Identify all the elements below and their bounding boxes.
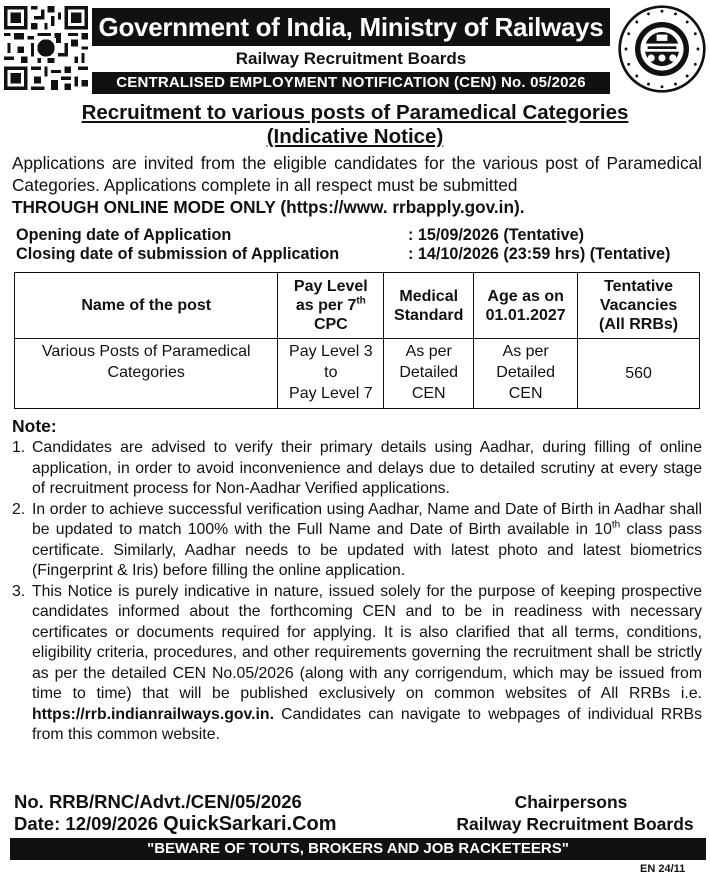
note-number: 2. (12, 500, 26, 518)
notice-date: Date: 12/09/2026 (14, 813, 158, 834)
note-text-cont: Candidates can navigate to webpages of individual RRBs from this common website. (32, 705, 702, 743)
cell-medical-standard: As per Detailed CEN (384, 339, 474, 409)
en-code: EN 24/11 (640, 863, 686, 875)
note-number: 3. (12, 582, 26, 600)
table-row (15, 339, 700, 409)
header-vacancies: Tentative Vacancies (All RRBs) (578, 273, 700, 339)
signatory-org: Railway Recruitment Boards (456, 814, 694, 834)
note-heading: Note: (12, 416, 57, 436)
closing-date-value: : 14/10/2026 (23:59 hrs) (Tentative) (408, 245, 671, 263)
notice-date-line (14, 813, 337, 835)
notice-header (0, 0, 710, 96)
intro-end: . (519, 197, 525, 217)
note-item-3 (12, 582, 702, 746)
application-dates (16, 226, 706, 264)
intro-text: Applications are invited from the eligible candidates for the various post of Paramedical Categories. Applications complete in all respect must be submitted (12, 153, 702, 195)
note-number: 1. (12, 439, 26, 456)
opening-date-value: : 15/09/2026 (Tentative) (408, 226, 585, 244)
header-post-name: Name of the post (15, 273, 278, 339)
ministry-banner: Government of India, Ministry of Railways (92, 8, 610, 46)
signatory-block (436, 791, 706, 835)
header-age: Age as on 01.01.2027 (474, 273, 578, 339)
header-medical-standard: Medical Standard (384, 273, 474, 339)
notice-title: Recruitment to various posts of Paramedical Categories (81, 101, 629, 124)
note-superscript: th (611, 519, 621, 531)
apply-url-link[interactable]: (https://www. rrbapply.gov.in) (280, 197, 520, 217)
header-pay-level: Pay Level as per 7th CPC (278, 273, 384, 339)
signatory-title: Chairpersons (514, 792, 628, 812)
cell-pay-level: Pay Level 3 to Pay Level 7 (278, 339, 384, 409)
table-header-row (15, 273, 700, 339)
cell-vacancies: 560 (578, 339, 700, 409)
note-text-cont: class pass certificate. Similarly, Aadhar needs to be updated with latest photo and latest biometrics (Fingerprint & Iris) before filling the online application. (32, 521, 703, 579)
closing-date-row (16, 245, 706, 264)
note-text: Candidates are advised to verify their primary details using Aadhar, during filling of online application, in order to avoid inconvenience and delays due to detailed scrutiny at every stage of recruitment process for Non-Aadhar Verified applications. (32, 439, 702, 497)
note-text: This Notice is purely indicative in nature, issued solely for the purpose of keeping prospective candidates informed about the forthcoming CEN and to be in readiness with necessary certificates or documents required for applying. It is also clarified that all terms, conditions, eligibility criteria, procedures, and other requirements governing the recruitment shall be strictly as per the detailed CEN No.05/2026 (along with any corrigendum, which may be issued from time to time) that will be published exclusively on common websites of All RRBs i.e. (32, 582, 702, 702)
beware-banner: "BEWARE OF TOUTS, BROKERS AND JOB RACKETEERS" (10, 838, 706, 860)
indian-railways-emblem-icon (617, 4, 707, 94)
intro-paragraph (12, 152, 702, 196)
quicksarkari-watermark: QuickSarkari.Com (163, 813, 337, 835)
note-item-2 (12, 500, 702, 582)
reference-block (14, 791, 337, 835)
notes-list (12, 438, 702, 746)
advt-number: No. RRB/RNC/Advt./CEN/05/2026 (14, 791, 302, 812)
online-mode-text: THROUGH ONLINE MODE ONLY (12, 197, 276, 217)
closing-date-label: Closing date of submission of Application (16, 245, 340, 263)
boards-heading: Railway Recruitment Boards (235, 49, 467, 68)
opening-date-label: Opening date of Application (16, 226, 232, 244)
cell-post-name: Various Posts of Paramedical Categories (15, 339, 278, 409)
note-text: In order to achieve successful verification using Aadhar, Name and Date of Birth in Aadhar shall be updated to match 100% with the Full Name and Date of Birth available in 10 (32, 500, 702, 538)
rrb-website-link[interactable]: https://rrb.indianrailways.gov.in. (32, 705, 274, 723)
intro-mode-line (12, 196, 702, 218)
opening-date-row (16, 226, 706, 245)
posts-table (14, 272, 700, 409)
qr-code-icon[interactable] (4, 5, 88, 91)
cen-number-banner: CENTRALISED EMPLOYMENT NOTIFICATION (CEN) No. 05/2026 (92, 72, 610, 94)
note-item-1 (12, 438, 702, 500)
notice-subtitle: (Indicative Notice) (266, 125, 444, 148)
cell-age: As per Detailed CEN (474, 339, 578, 409)
